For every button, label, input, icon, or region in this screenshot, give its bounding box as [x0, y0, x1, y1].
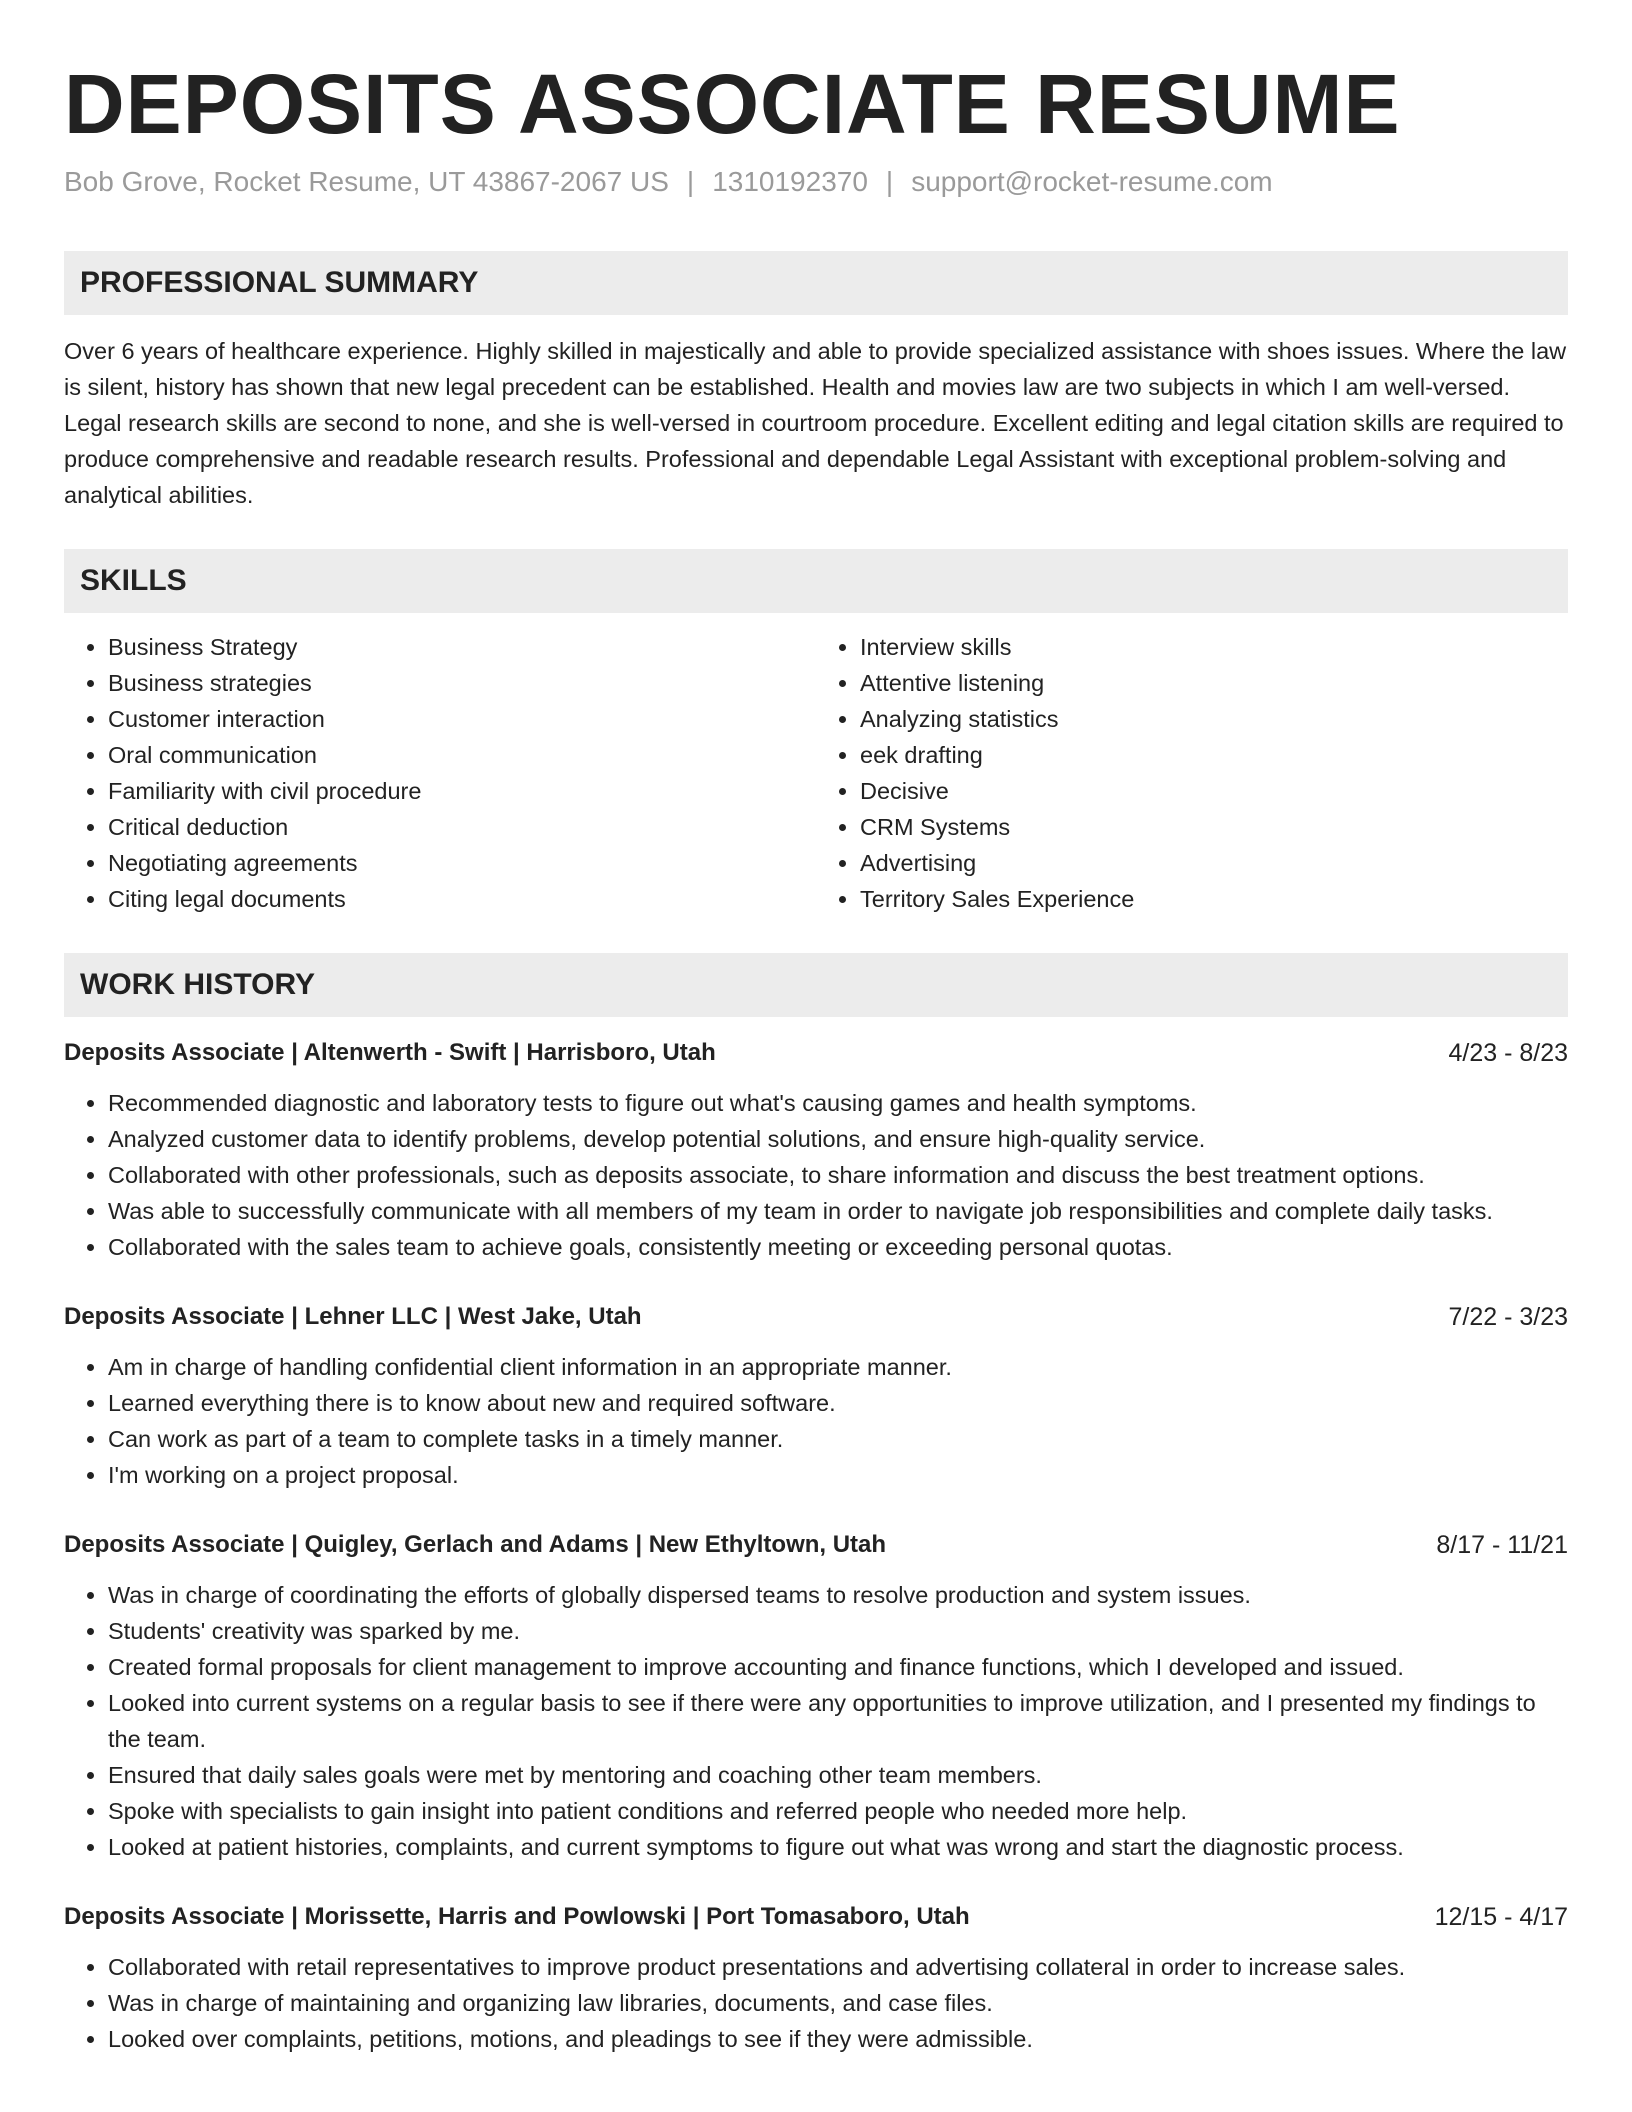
job-dates: 4/23 - 8/23 [1448, 1038, 1568, 1067]
job-title: Deposits Associate | Quigley, Gerlach and Adams | New Ethyltown, Utah [64, 1530, 887, 1558]
job-bullet: • Spoke with specialists to gain insight into patient conditions and referred people who needed more help. [108, 1793, 1568, 1829]
job-dates: 12/15 - 4/17 [1434, 1902, 1568, 1931]
job-bullet: • Students' creativity was sparked by me. [108, 1613, 1568, 1649]
job-dates: 8/17 - 11/21 [1436, 1530, 1568, 1559]
work-history-list [64, 1035, 1568, 2057]
job-bullet: • Looked at patient histories, complaints, and current symptoms to figure out what was wrong and start the diagnostic process. [108, 1829, 1568, 1865]
skill-item: • Decisive [860, 773, 1568, 809]
job-bullet: • Was able to successfully communicate with all members of my team in order to navigate job responsibilities and complete daily tasks. [108, 1193, 1568, 1229]
job-bullet: • Created formal proposals for client management to improve accounting and finance functions, which I developed and issued. [108, 1649, 1568, 1685]
skills-heading: SKILLS [64, 549, 1568, 613]
job-bullet: • Was in charge of coordinating the efforts of globally dispersed teams to resolve production and system issues. [108, 1577, 1568, 1613]
summary-heading: PROFESSIONAL SUMMARY [64, 251, 1568, 315]
contact-phone: 1310192370 [712, 166, 868, 198]
page-title: DEPOSITS ASSOCIATE RESUME [64, 57, 1401, 151]
job-bullets [64, 1577, 1568, 1865]
skill-item: • Familiarity with civil procedure [108, 773, 816, 809]
job-bullets [64, 1085, 1568, 1265]
skill-item: • Customer interaction [108, 701, 816, 737]
job-bullet: • I'm working on a project proposal. [108, 1457, 1568, 1493]
job-bullets [64, 1949, 1568, 2057]
skills-column-left [64, 629, 816, 917]
job-bullet: • Am in charge of handling confidential client information in an appropriate manner. [108, 1349, 1568, 1385]
job-bullet: • Analyzed customer data to identify problems, develop potential solutions, and ensure high-quality service. [108, 1121, 1568, 1157]
job-bullet: • Collaborated with retail representatives to improve product presentations and advertising collateral in order to increase sales. [108, 1949, 1568, 1985]
job-header [64, 1527, 1568, 1563]
contact-email: support@rocket-resume.com [911, 166, 1273, 198]
job-bullet: • Learned everything there is to know about new and required software. [108, 1385, 1568, 1421]
skill-item: • Business strategies [108, 665, 816, 701]
skill-item: • Interview skills [860, 629, 1568, 665]
job-bullet: • Can work as part of a team to complete tasks in a timely manner. [108, 1421, 1568, 1457]
contact-line [64, 164, 1568, 200]
job-header [64, 1035, 1568, 1071]
job-entry [64, 1035, 1568, 1265]
job-header [64, 1899, 1568, 1935]
job-entry [64, 1299, 1568, 1493]
job-title: Deposits Associate | Morissette, Harris and Powlowski | Port Tomasaboro, Utah [64, 1902, 970, 1930]
skill-item: • Oral communication [108, 737, 816, 773]
contact-separator: | [885, 166, 894, 198]
summary-text: Over 6 years of healthcare experience. Highly skilled in majestically and able to provide specialized assistance with shoes issues. Where the law is silent, history has shown that new legal precedent can be established. Health and movies law are two subjects in which I am well-versed. Legal research skills are second to none, and she is well-versed in courtroom procedure. Excellent editing and legal citation skills are required to produce comprehensive and readable research results. Professional and dependable Legal Assistant with exceptional problem-solving and analytical abilities. [64, 337, 1567, 508]
job-bullet: • Ensured that daily sales goals were met by mentoring and coaching other team members. [108, 1757, 1568, 1793]
job-bullet: • Looked over complaints, petitions, motions, and pleadings to see if they were admissible. [108, 2021, 1568, 2057]
job-bullet: • Looked into current systems on a regular basis to see if there were any opportunities to improve utilization, and I presented my findings to the team. [108, 1685, 1568, 1757]
skills-column-right [816, 629, 1568, 917]
job-bullet: • Collaborated with other professionals, such as deposits associate, to share information and discuss the best treatment options. [108, 1157, 1568, 1193]
job-bullet: • Recommended diagnostic and laboratory tests to figure out what's causing games and health symptoms. [108, 1085, 1568, 1121]
skill-item: • Critical deduction [108, 809, 816, 845]
contact-separator: | [686, 166, 695, 198]
skill-item: • Citing legal documents [108, 881, 816, 917]
job-bullets [64, 1349, 1568, 1493]
job-entry [64, 1899, 1568, 2057]
skill-item: • Territory Sales Experience [860, 881, 1568, 917]
job-entry [64, 1527, 1568, 1865]
skill-item: • Attentive listening [860, 665, 1568, 701]
job-dates: 7/22 - 3/23 [1448, 1302, 1568, 1331]
skill-item: • Negotiating agreements [108, 845, 816, 881]
skill-item: • Advertising [860, 845, 1568, 881]
skill-item: • Business Strategy [108, 629, 816, 665]
skill-item: • Analyzing statistics [860, 701, 1568, 737]
work-history-heading: WORK HISTORY [64, 953, 1568, 1017]
contact-address: Bob Grove, Rocket Resume, UT 43867-2067 US [64, 166, 669, 198]
job-title: Deposits Associate | Lehner LLC | West Jake, Utah [64, 1302, 642, 1330]
skill-item: • eek drafting [860, 737, 1568, 773]
job-title: Deposits Associate | Altenwerth - Swift | Harrisboro, Utah [64, 1038, 716, 1066]
job-bullet: • Was in charge of maintaining and organizing law libraries, documents, and case files. [108, 1985, 1568, 2021]
job-bullet: • Collaborated with the sales team to achieve goals, consistently meeting or exceeding personal quotas. [108, 1229, 1568, 1265]
skill-item: • CRM Systems [860, 809, 1568, 845]
skills-list [64, 629, 1568, 917]
job-header [64, 1299, 1568, 1335]
